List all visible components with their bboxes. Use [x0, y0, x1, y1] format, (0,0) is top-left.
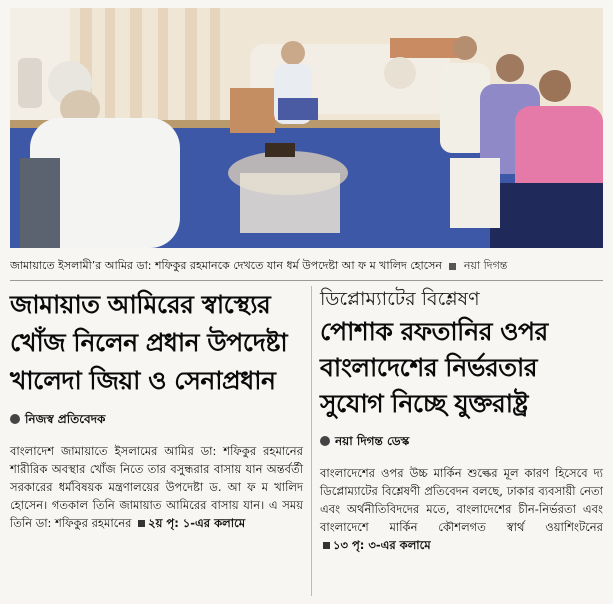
right-headline-line2: বাংলাদেশের নির্ভরতার [320, 353, 537, 382]
divider [10, 280, 603, 281]
left-headline-line2: খোঁজ নিলেন প্রধান উপদেষ্টা [10, 328, 288, 357]
right-headline[interactable] [320, 314, 603, 422]
right-body-text: বাংলাদেশের ওপর উচ্চ মার্কিন শুল্কের মূল কারণ হিসেবে দ্য ডিপ্লোম্যাটের বিশ্লেষণী প্রতিবেদন বলছে, ঢাকার ব্যবসায়ী নেতা এবং অর্থনীতিবিদদের মতে, বাংলাদেশের চীন-নির্ভরতা এবং বাংলাদেশে মার্কিন কৌশলগত স্বার্থ ওয়াশিংটনের [320, 466, 603, 534]
right-headline-line3: সুযোগ নিচ্ছে যুক্তরাষ্ট্র [320, 389, 528, 418]
left-byline-text: নিজস্ব প্রতিবেদক [25, 412, 106, 426]
right-jump-link[interactable] [320, 538, 431, 552]
square-bullet-icon [449, 263, 456, 270]
left-byline [10, 410, 303, 428]
left-headline[interactable] [10, 286, 303, 400]
column-divider [311, 286, 312, 596]
right-byline [320, 432, 603, 450]
right-body [320, 464, 603, 554]
left-body-text: বাংলাদেশ জামায়াতে ইসলামের আমির ডা: শফিকুর রহমানের শারীরিক অবস্থার খোঁজ নিতে তার বসুন্ধরার বাসায় যান অন্তর্বর্তী সরকারের ধর্মবিষয়ক মন্ত্রণালয়ের উপদেষ্টা ড. আ ফ ম খালিদ হোসেন। গতকাল তিনি জামায়াত আমিরের বাসায় যান। এ সময় তিনি ডা: শফিকুর রহমানের [10, 444, 303, 530]
right-kicker: ডিপ্লোম্যাটের বিশ্লেষণ [320, 288, 480, 310]
caption-text: জামায়াতে ইসলামী’র আমির ডা: শফিকুর রহমানকে দেখতে যান ধর্ম উপদেষ্টা আ ফ ম খালিদ হোসেন [10, 259, 442, 272]
caption-source: নয়া দিগন্ত [463, 259, 508, 272]
left-jump-text: ২য় পৃ: ১-এর কলামে [148, 516, 246, 530]
left-body [10, 442, 303, 532]
bullet-dot-icon [10, 414, 20, 424]
square-bullet-icon [138, 520, 145, 527]
right-byline-text: নয়া দিগন্ত ডেস্ক [335, 434, 410, 448]
bullet-dot-icon [320, 436, 330, 446]
left-article [10, 286, 303, 596]
left-headline-line1: জামায়াত আমিরের স্বাস্থ্যের [10, 290, 271, 319]
photo-caption [10, 256, 603, 276]
right-article [320, 286, 603, 596]
right-headline-line1: পোশাক রফতানির ওপর [320, 317, 548, 346]
left-jump-link[interactable] [135, 516, 245, 530]
meeting-photo [10, 8, 603, 248]
square-bullet-icon [323, 542, 330, 549]
right-jump-text: ১৩ পৃ: ৩-এর কলামে [333, 538, 431, 552]
left-headline-line3: খালেদা জিয়া ও সেনাপ্রধান [10, 366, 276, 395]
